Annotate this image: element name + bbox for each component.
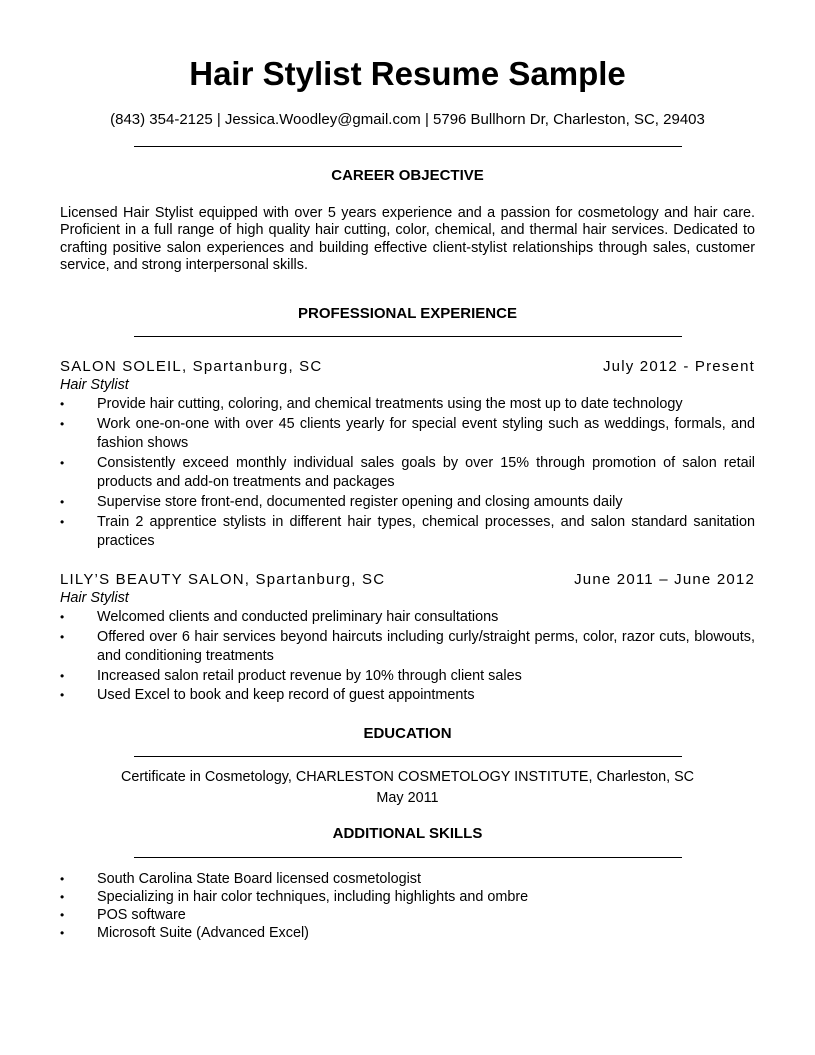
bullet-icon: • <box>60 455 65 470</box>
contact-line: (843) 354-2125 | Jessica.Woodley@gmail.com | 5796 Bullhorn Dr, Charleston, SC, 29403 <box>110 111 705 128</box>
job-entry-salon-soleil <box>60 357 755 552</box>
job-dates: June 2011 – June 2012 <box>574 571 755 588</box>
job-header <box>60 570 755 590</box>
job-header <box>60 357 755 377</box>
job-employer: SALON SOLEIL, Spartanburg, SC <box>60 358 323 375</box>
skills-divider <box>134 857 682 858</box>
bullet-text: Used Excel to book and keep record of guest appointments <box>97 687 475 704</box>
bullet-icon: • <box>60 416 65 431</box>
skills-section <box>60 870 755 942</box>
list-item <box>60 924 755 942</box>
job-title: Hair Stylist <box>60 377 129 393</box>
bullet-icon: • <box>60 688 65 703</box>
list-item <box>60 395 755 415</box>
job-bullet-list <box>60 608 755 706</box>
list-item <box>60 906 755 924</box>
bullet-text: Welcomed clients and conducted preliminary hair consultations <box>97 609 499 625</box>
list-item <box>60 686 755 706</box>
additional-skills-heading: ADDITIONAL SKILLS <box>332 825 483 842</box>
job-bullet-list <box>60 395 755 552</box>
bullet-text: Consistently exceed monthly individual sales goals by over 15% through promotion of salon retail products and add-on treatments and packages <box>97 454 755 491</box>
bullet-text: Train 2 apprentice stylists in different hair types, chemical processes, and salon standard sanitation practices <box>97 513 755 550</box>
job-title: Hair Stylist <box>60 590 129 606</box>
education-heading: EDUCATION <box>363 725 452 742</box>
education-divider <box>134 756 682 757</box>
bullet-icon: • <box>60 926 65 940</box>
bullet-icon: • <box>60 494 65 509</box>
skills-list <box>60 870 755 942</box>
bullet-icon: • <box>60 629 65 644</box>
bullet-text: Increased salon retail product revenue by 10% through client sales <box>97 667 522 684</box>
skill-text: Microsoft Suite (Advanced Excel) <box>97 925 309 941</box>
bullet-text: Provide hair cutting, coloring, and chemical treatments using the most up to date technology <box>97 396 683 412</box>
list-item <box>60 493 755 513</box>
page-title: Hair Stylist Resume Sample <box>189 55 626 92</box>
list-item <box>60 513 755 552</box>
bullet-text: Work one-on-one with over 45 clients yearly for special event styling such as weddings, formals, and fashion shows <box>97 415 755 452</box>
list-item <box>60 454 755 493</box>
bullet-icon: • <box>60 610 65 624</box>
bullet-icon: • <box>60 872 65 886</box>
education-date: May 2011 <box>376 790 439 806</box>
career-objective-text: Licensed Hair Stylist equipped with over 5 years experience and a passion for cosmetology and hair care. Proficient in a full range of high quality hair cutting, color, chemical, and thermal hair services. Dedicated to crafting positive salon experiences and building effective client-stylist relationships through sales, customer service, and strong interpersonal skills. <box>60 205 755 273</box>
bullet-text: Supervise store front-end, documented register opening and closing amounts daily <box>97 493 623 510</box>
job-entry-lilys-beauty-salon <box>60 570 755 706</box>
bullet-icon: • <box>60 397 65 411</box>
bullet-icon: • <box>60 668 65 683</box>
education-credential: Certificate in Cosmetology, CHARLESTON COSMETOLOGY INSTITUTE, Charleston, SC <box>120 769 695 785</box>
list-item <box>60 667 755 687</box>
list-item <box>60 415 755 454</box>
list-item <box>60 628 755 667</box>
experience-divider <box>134 336 682 337</box>
bullet-icon: • <box>60 514 65 529</box>
professional-experience-heading: PROFESSIONAL EXPERIENCE <box>298 305 517 322</box>
job-dates: July 2012 - Present <box>602 358 755 375</box>
list-item <box>60 608 755 628</box>
bullet-text: Offered over 6 hair services beyond haircuts including curly/straight perms, color, razor cuts, blowouts, and conditioning treatments <box>97 628 755 665</box>
list-item <box>60 888 755 906</box>
skill-text: POS software <box>97 907 186 923</box>
skill-text: South Carolina State Board licensed cosmetologist <box>97 871 421 887</box>
education-entry <box>0 767 815 809</box>
list-item <box>60 870 755 888</box>
bullet-icon: • <box>60 890 65 904</box>
bullet-icon: • <box>60 908 65 922</box>
skill-text: Specializing in hair color techniques, including highlights and ombre <box>97 889 529 905</box>
header-divider <box>134 146 682 147</box>
career-objective-heading: CAREER OBJECTIVE <box>331 167 484 184</box>
job-employer: LILY’S BEAUTY SALON, Spartanburg, SC <box>60 571 386 588</box>
